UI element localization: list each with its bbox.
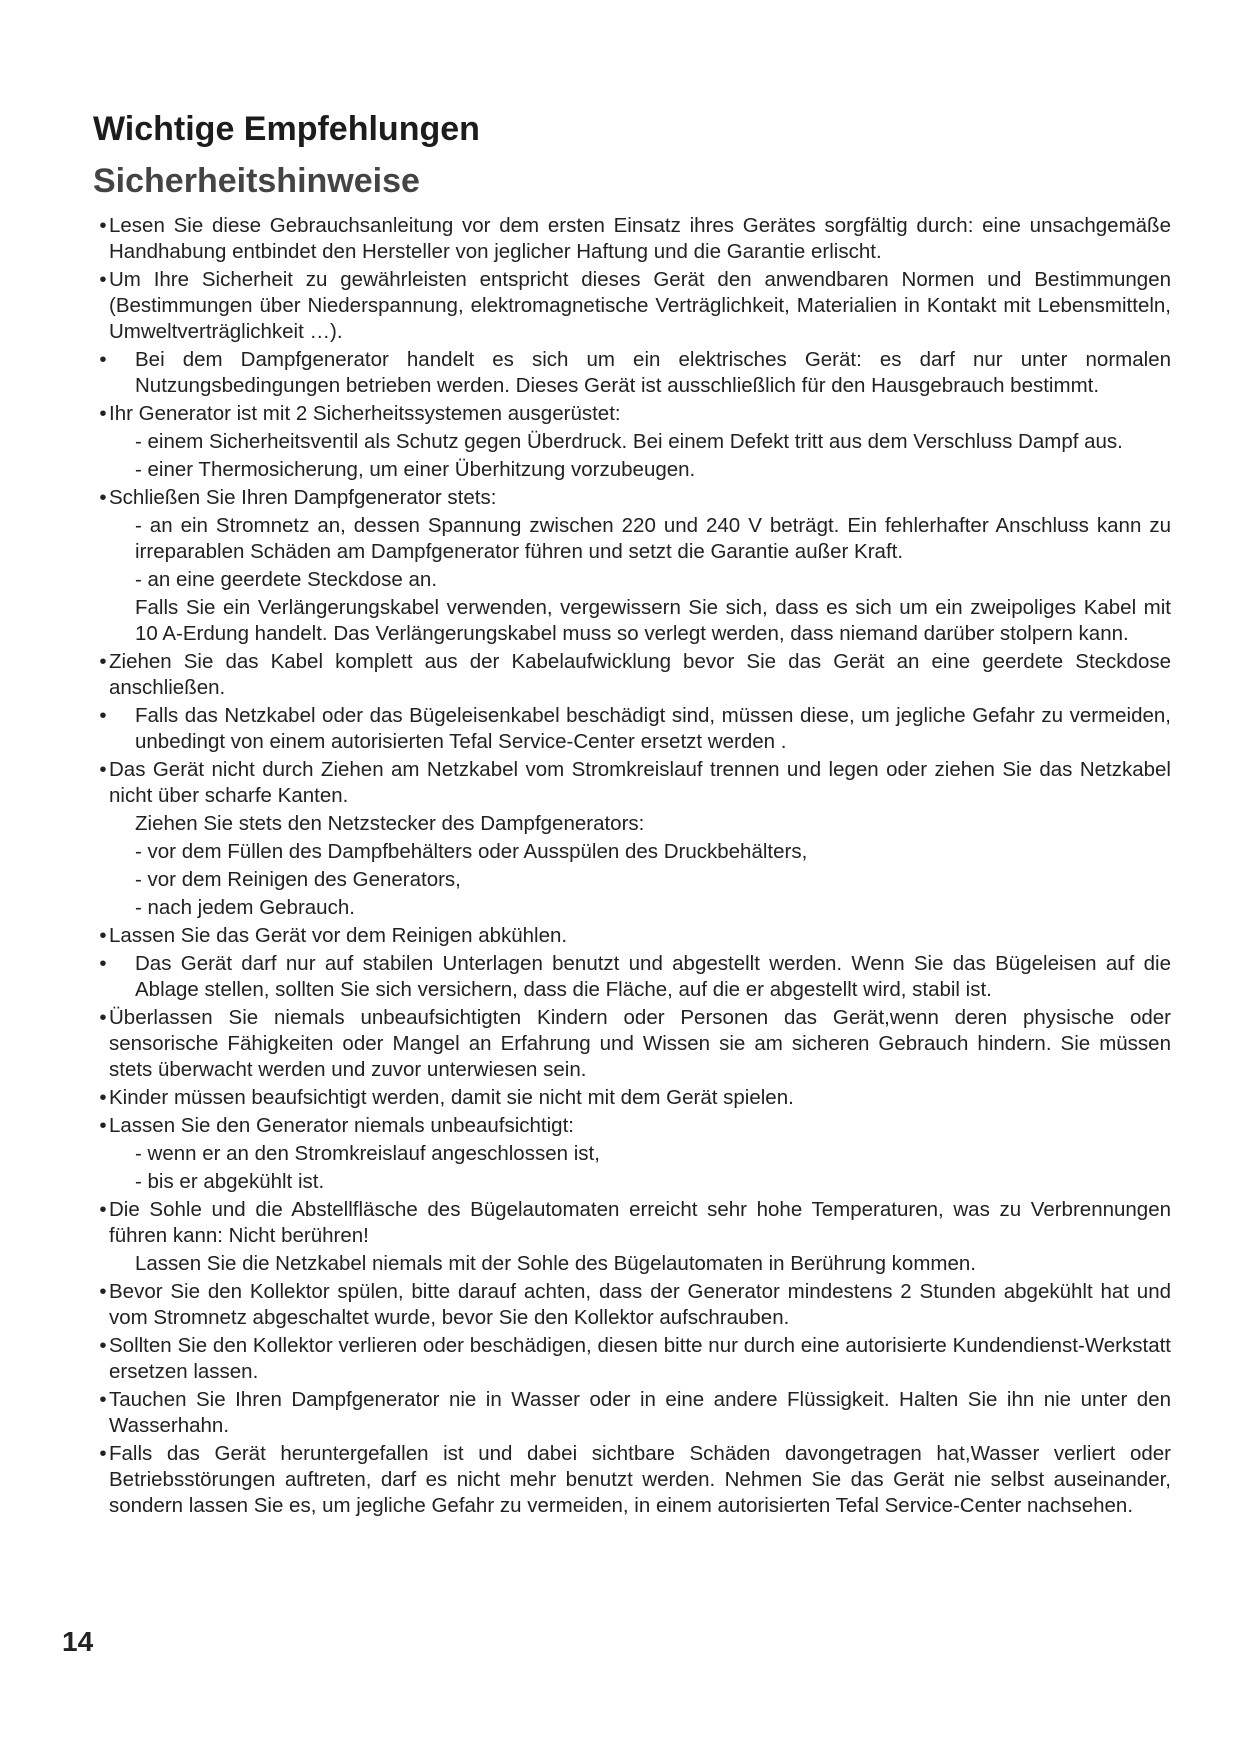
list-item-text: Lesen Sie diese Gebrauchsanleitung vor dem ersten Einsatz ihres Gerätes sorgfältig durch: eine unsachgemäße Handhabung entbindet den Hersteller von jeglicher Haftung und die Garantie erlischt.: [109, 214, 1171, 263]
bullet-icon: •: [99, 486, 107, 509]
page-title: Wichtige Empfehlungen: [93, 110, 480, 148]
list-item: [96, 1005, 1171, 1083]
bullet-icon: •: [99, 952, 107, 975]
list-subitem-text: Lassen Sie die Netzkabel niemals mit der Sohle des Bügelautomaten in Berührung kommen.: [135, 1252, 976, 1275]
bullet-icon: •: [99, 650, 107, 673]
page-number: 14: [62, 1626, 94, 1657]
bullet-icon: •: [99, 214, 107, 237]
list-item-text: Bevor Sie den Kollektor spülen, bitte darauf achten, dass der Generator mindestens 2 Stunden abgekühlt hat und vom Stromnetz abgeschaltet wurde, bevor Sie den Kollektor aufschrauben.: [109, 1280, 1171, 1329]
safety-instructions-list: [96, 213, 1171, 1521]
section-title: Sicherheitshinweise: [93, 162, 420, 200]
list-item: [96, 1387, 1171, 1439]
list-item-text: Bei dem Dampfgenerator handelt es sich um ein elektrisches Gerät: es darf nur unter normalen Nutzungsbedingungen betrieben werden. Dieses Gerät ist ausschließlich für den Hausgebrauch bestimmt.: [135, 348, 1171, 397]
list-item-text: Schließen Sie Ihren Dampfgenerator stets:: [109, 486, 497, 509]
list-item: [96, 757, 1171, 921]
list-item: [96, 923, 1171, 949]
list-item: [96, 485, 1171, 647]
list-item-text: Falls das Gerät heruntergefallen ist und dabei sichtbare Schäden davongetragen hat,Wasser verliert oder Betriebsstörungen auftreten, darf es nicht mehr benutzt werden. Nehmen Sie das Gerät nie selbst auseinander, sondern lassen Sie es, um jegliche Gefahr zu vermeiden, in einem autorisierten Tefal Service-Center nachsehen.: [109, 1442, 1171, 1517]
list-item: [96, 401, 1171, 483]
list-subitem-text: Falls Sie ein Verlängerungskabel verwenden, vergewissern Sie sich, dass es sich um ein zweipoliges Kabel mit 10 A-Erdung handelt. Das Verlängerungskabel muss so verlegt werden, dass niemand darüber stolpern kann.: [135, 596, 1171, 645]
bullet-icon: •: [99, 1198, 107, 1221]
list-item: [96, 951, 1171, 1003]
list-item-text: Tauchen Sie Ihren Dampfgenerator nie in Wasser oder in eine andere Flüssigkeit. Halten Sie ihn nie unter den Wasserhahn.: [109, 1388, 1171, 1437]
list-subitem-text: - bis er abgekühlt ist.: [135, 1170, 325, 1193]
list-item-text: Ziehen Sie das Kabel komplett aus der Kabelaufwicklung bevor Sie das Gerät an eine geerdete Steckdose anschließen.: [109, 650, 1171, 699]
list-item-text: Das Gerät nicht durch Ziehen am Netzkabel vom Stromkreislauf trennen und legen oder ziehen Sie das Netzkabel nicht über scharfe Kanten.: [109, 758, 1171, 807]
list-item-text: Lassen Sie das Gerät vor dem Reinigen abkühlen.: [109, 924, 568, 947]
bullet-icon: •: [99, 924, 107, 947]
bullet-icon: •: [99, 268, 107, 291]
bullet-icon: •: [99, 1006, 107, 1029]
bullet-icon: •: [99, 1114, 107, 1137]
list-item: [96, 1441, 1171, 1519]
list-item: [96, 213, 1171, 265]
bullet-icon: •: [99, 1388, 107, 1411]
list-item-text: Falls das Netzkabel oder das Bügeleisenkabel beschädigt sind, müssen diese, um jegliche Gefahr zu vermeiden, unbedingt von einem autorisierten Tefal Service-Center ersetzt werden .: [135, 704, 1171, 753]
list-item: [96, 703, 1171, 755]
list-subitem-text: - einer Thermosicherung, um einer Überhitzung vorzubeugen.: [135, 458, 696, 481]
list-item: [96, 1197, 1171, 1277]
list-subitem-text: - einem Sicherheitsventil als Schutz gegen Überdruck. Bei einem Defekt tritt aus dem Verschluss Dampf aus.: [135, 430, 1123, 453]
bullet-icon: •: [99, 1280, 107, 1303]
list-item-text: Kinder müssen beaufsichtigt werden, damit sie nicht mit dem Gerät spielen.: [109, 1086, 794, 1109]
list-item: [96, 649, 1171, 701]
list-subitem-text: - wenn er an den Stromkreislauf angeschlossen ist,: [135, 1142, 600, 1165]
list-item: [96, 267, 1171, 345]
bullet-icon: •: [99, 1442, 107, 1465]
list-item: [96, 347, 1171, 399]
list-item-text: Um Ihre Sicherheit zu gewährleisten entspricht dieses Gerät den anwendbaren Normen und Bestimmungen (Bestimmungen über Niederspannung, elektromagnetische Verträglichkeit, Materialien in Kontakt mit Lebensmitteln, Umweltverträglichkeit …).: [109, 268, 1171, 343]
list-item-text: Überlassen Sie niemals unbeaufsichtigten Kindern oder Personen das Gerät,wenn deren physische oder sensorische Fähigkeiten oder Mangel an Erfahrung und Wissen sie am sicheren Gebrauch hindern. Sie müssen stets überwacht werden und zuvor unterwiesen sein.: [109, 1006, 1171, 1081]
list-subitem-text: - vor dem Füllen des Dampfbehälters oder Ausspülen des Druckbehälters,: [135, 840, 808, 863]
list-item: [96, 1113, 1171, 1195]
list-item-text: Das Gerät darf nur auf stabilen Unterlagen benutzt und abgestellt werden. Wenn Sie das Bügeleisen auf die Ablage stellen, sollten Sie sich versichern, dass die Fläche, auf die er abgestellt wird, stabil ist.: [135, 952, 1171, 1001]
list-item: [96, 1085, 1171, 1111]
list-item: [96, 1333, 1171, 1385]
bullet-icon: •: [99, 402, 107, 425]
bullet-icon: •: [99, 758, 107, 781]
list-subitem-text: - an ein Stromnetz an, dessen Spannung zwischen 220 und 240 V beträgt. Ein fehlerhafter Anschluss kann zu irreparablen Schäden am Dampfgenerator führen und setzt die Garantie außer Kraft.: [135, 514, 1171, 563]
bullet-icon: •: [99, 1334, 107, 1357]
list-subitem-text: Ziehen Sie stets den Netzstecker des Dampfgenerators:: [135, 812, 645, 835]
list-item: [96, 1279, 1171, 1331]
bullet-icon: •: [99, 704, 107, 727]
list-subitem-text: - vor dem Reinigen des Generators,: [135, 868, 461, 891]
list-item-text: Lassen Sie den Generator niemals unbeaufsichtigt:: [109, 1114, 574, 1137]
list-subitem-text: - nach jedem Gebrauch.: [135, 896, 355, 919]
bullet-icon: •: [99, 1086, 107, 1109]
list-item-text: Sollten Sie den Kollektor verlieren oder beschädigen, diesen bitte nur durch eine autorisierte Kundendienst-Werkstatt ersetzen lassen.: [109, 1334, 1171, 1383]
list-subitem-text: - an eine geerdete Steckdose an.: [135, 568, 438, 591]
list-item-text: Ihr Generator ist mit 2 Sicherheitssystemen ausgerüstet:: [109, 402, 621, 425]
list-item-text: Die Sohle und die Abstellfläsche des Bügelautomaten erreicht sehr hohe Temperaturen, was zu Verbrennungen führen kann: Nicht berühren!: [109, 1198, 1171, 1247]
bullet-icon: •: [99, 348, 107, 371]
